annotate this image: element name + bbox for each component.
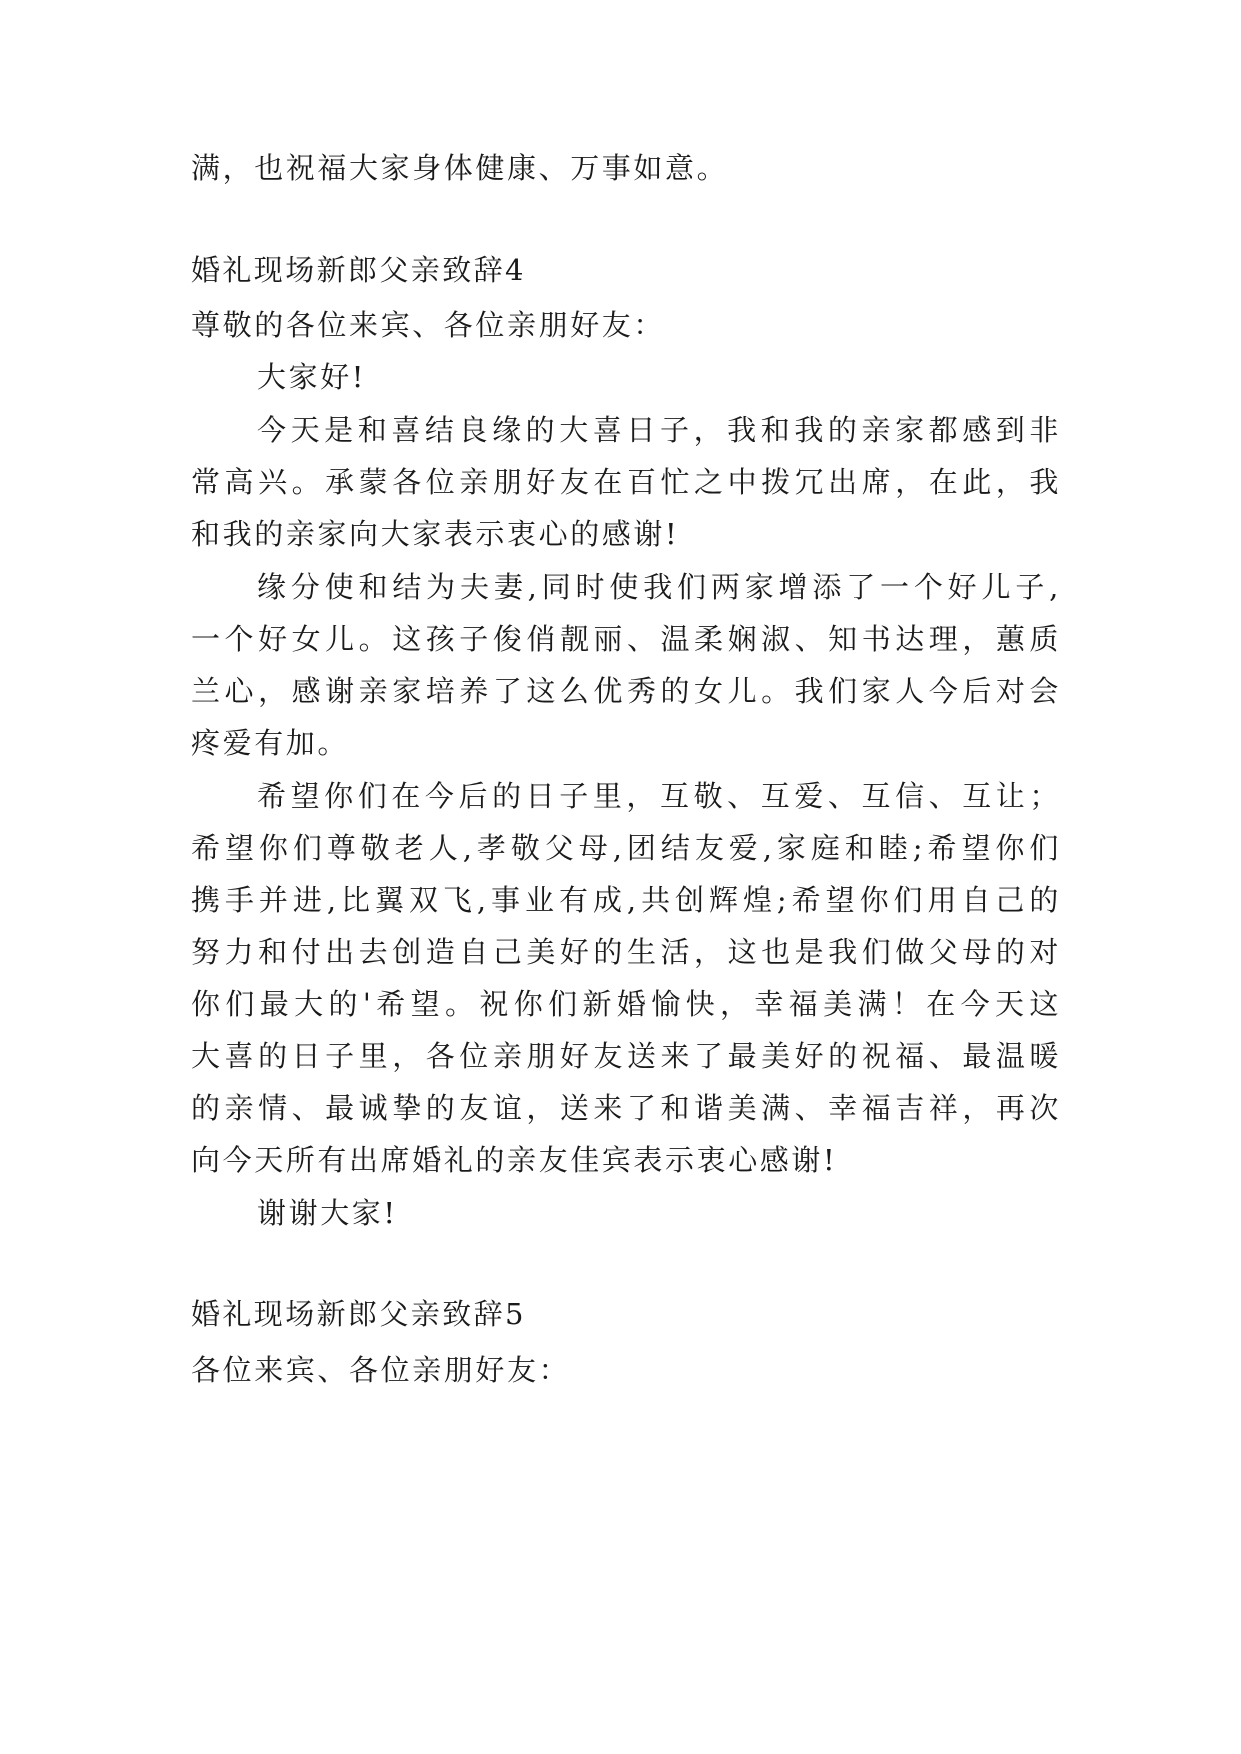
paragraph-line: 常高兴。承蒙各位亲朋好友在百忙之中拨冗出席，在此，我: [191, 465, 1061, 499]
paragraph-line: 缘分使和结为夫妻,同时使我们两家增添了一个好儿子,: [257, 570, 1061, 604]
paragraph-line: 疼爱有加。: [191, 726, 350, 760]
paragraph-line: 大喜的日子里，各位亲朋好友送来了最美好的祝福、最温暖: [191, 1039, 1061, 1073]
paragraph-line: 努力和付出去创造自己美好的生活，这也是我们做父母的对: [191, 935, 1061, 969]
paragraph-line: 你们最大的'希望。祝你们新婚愉快，幸福美满！在今天这: [191, 987, 1061, 1021]
paragraph-line: 一个好女儿。这孩子俊俏靓丽、温柔娴淑、知书达理，蕙质: [191, 622, 1061, 656]
paragraph-line: 的亲情、最诚挚的友谊，送来了和谐美满、幸福吉祥，再次: [191, 1091, 1061, 1125]
section-5-title: 婚礼现场新郎父亲致辞5: [191, 1297, 526, 1331]
paragraph-line: 今天是和喜结良缘的大喜日子，我和我的亲家都感到非: [257, 413, 1061, 447]
paragraph-line: 兰心，感谢亲家培养了这么优秀的女儿。我们家人今后对会: [191, 674, 1061, 708]
paragraph-line: 希望你们在今后的日子里，互敬、互爱、互信、互让；: [257, 779, 1061, 813]
paragraph-line: 和我的亲家向大家表示衷心的感谢!: [191, 517, 680, 551]
section-5-salutation: 各位来宾、各位亲朋好友：: [191, 1353, 571, 1387]
paragraph-line: 携手并进,比翼双飞,事业有成,共创辉煌;希望你们用自己的: [191, 883, 1061, 917]
section-4-title: 婚礼现场新郎父亲致辞4: [191, 253, 526, 287]
section-4-salutation: 尊敬的各位来宾、各位亲朋好友：: [191, 308, 666, 342]
continuation-text: 满，也祝福大家身体健康、万事如意。: [191, 151, 729, 185]
paragraph-line: 希望你们尊敬老人,孝敬父母,团结友爱,家庭和睦;希望你们: [191, 831, 1061, 865]
paragraph-line: 向今天所有出席婚礼的亲友佳宾表示衷心感谢!: [191, 1143, 838, 1177]
section-4-closing: 谢谢大家!: [257, 1196, 398, 1230]
section-4-greeting: 大家好!: [257, 360, 367, 394]
